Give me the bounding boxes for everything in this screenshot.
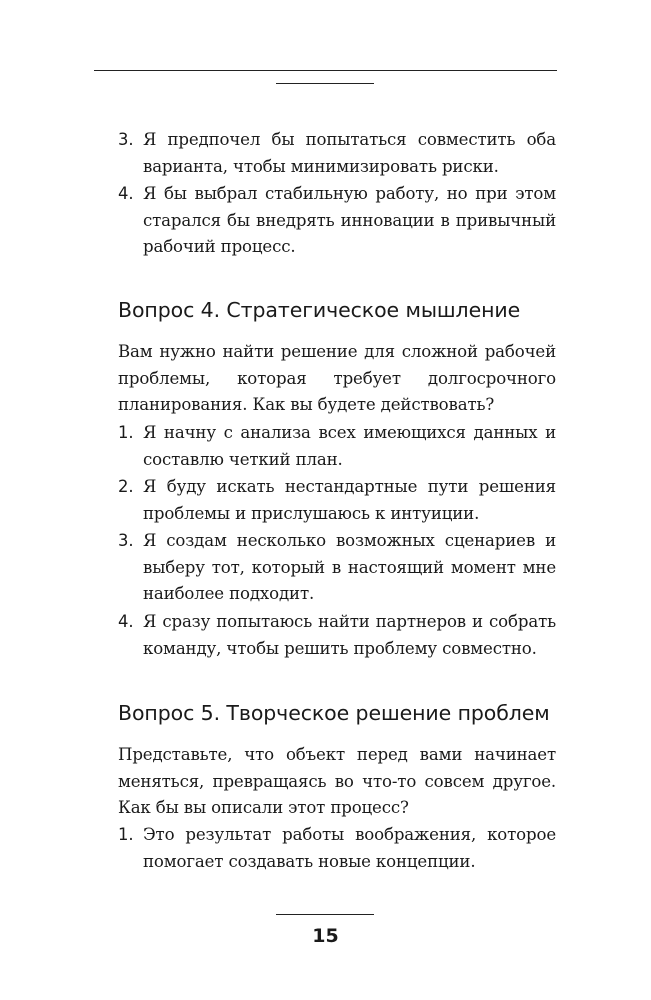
list-item-number: 2.: [118, 477, 134, 496]
list-item-text: Я бы выбрал стабильную работу, но при этом старался бы внедрять инновации в привычный рабочий процесс.: [143, 184, 556, 256]
question-intro: Представьте, что объект перед вами начинает меняться, превращаясь во что-то совсем другое. Как бы вы описали этот процесс?: [118, 745, 556, 817]
list-item-text: Я предпочел бы попытаться совместить оба варианта, чтобы минимизировать риски.: [143, 130, 556, 176]
list-item-text: Я буду искать нестандартные пути решения проблемы и прислушаюсь к интуиции.: [143, 477, 556, 523]
list-item-number: 1.: [118, 423, 134, 442]
list-item-text: Я начну с анализа всех имеющихся данных и составлю четкий план.: [143, 423, 556, 469]
list-item-text: Я сразу попытаюсь найти партнеров и собрать команду, чтобы решить проблему совместно.: [143, 612, 556, 658]
question-intro: Вам нужно найти решение для сложной рабочей проблемы, которая требует долгосрочного планирования. Как вы будете действовать?: [118, 342, 556, 414]
list-item-number: 1.: [118, 825, 134, 844]
list-item-number: 4.: [118, 612, 134, 631]
list-item-text: Я создам несколько возможных сценариев и выберу тот, который в настоящий момент мне наиболее подходит.: [143, 531, 556, 603]
list-item-number: 3.: [118, 531, 134, 550]
header-rule-long: [94, 70, 557, 71]
list-item-text: Это результат работы воображения, которое помогает создавать новые концепции.: [143, 825, 556, 871]
page-number: 15: [312, 925, 339, 947]
list-item-number: 4.: [118, 184, 134, 203]
header-rule-short: [276, 83, 374, 84]
list-item-number: 3.: [118, 130, 134, 149]
footer-rule: [276, 914, 374, 915]
section-heading: Вопрос 4. Стратегическое мышление: [118, 298, 521, 322]
section-heading: Вопрос 5. Творческое решение проблем: [118, 701, 550, 725]
